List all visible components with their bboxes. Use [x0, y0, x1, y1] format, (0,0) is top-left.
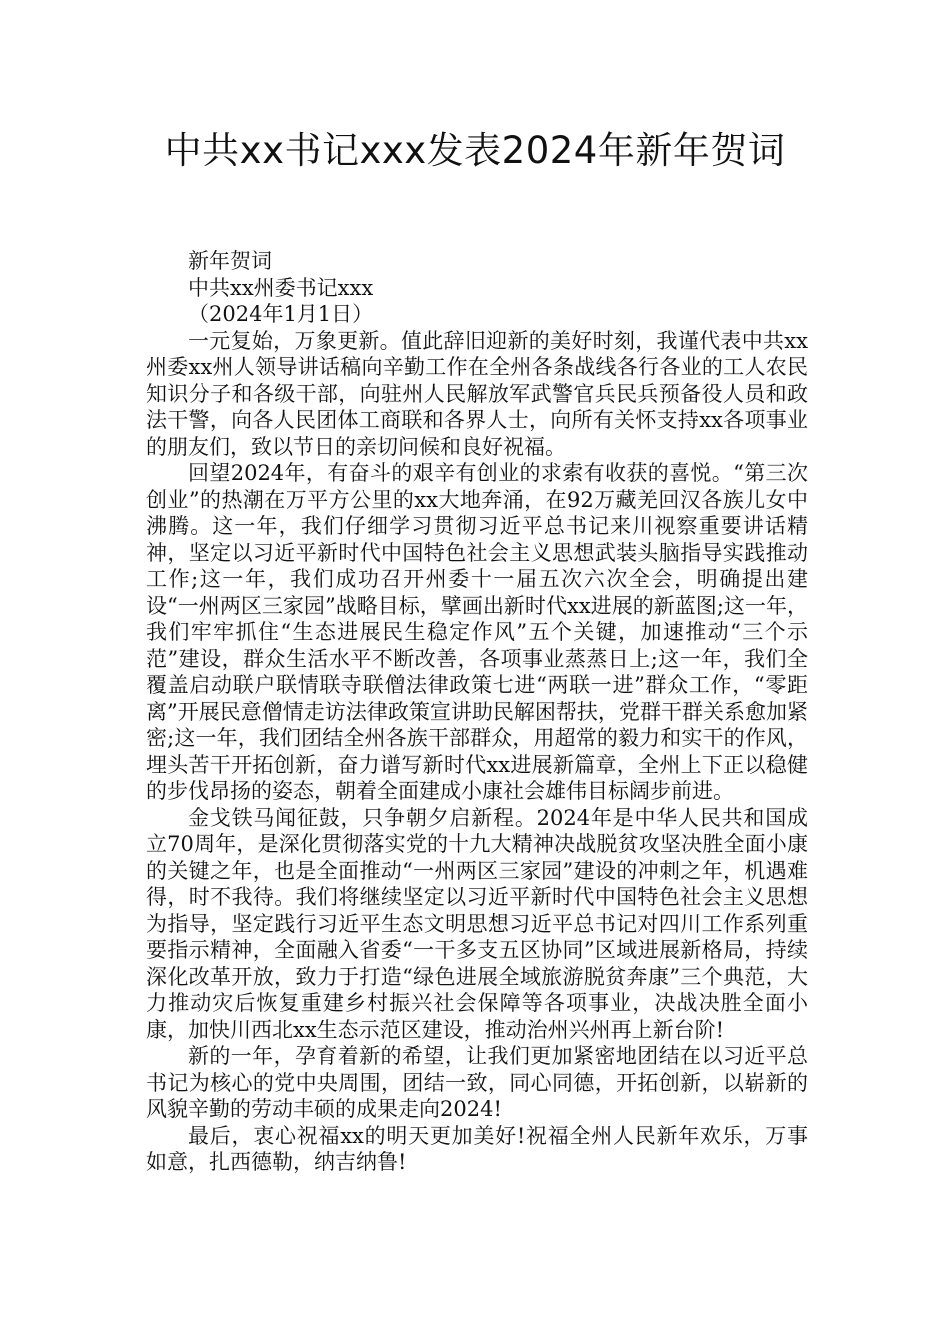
document-body	[146, 248, 808, 1176]
paragraph-call: 新的一年，孕育着新的希望，让我们更加紧密地团结在以习近平总书记为核心的党中央周围，团结一致，同心同德，开拓创新，以崭新的风貌辛勤的劳动丰硕的成果走向2024!	[146, 1044, 808, 1121]
paragraph-outlook: 金戈铁马闻征鼓，只争朝夕启新程。2024年是中华人民共和国成立70周年，是深化贯彻落实党的十九大精神决战脱贫攻坚决胜全面小康的关键之年，也是全面推动“一州两区三家园”建设的冲刺之年，机遇难得，时不我待。我们将继续坚定以习近平新时代中国特色社会主义思想为指导，坚定践行习近平生态文明思想习近平总书记对四川工作系列重要指示精神，全面融入省委“一干多支五区协同”区域进展新格局，持续深化改革开放，致力于打造“绿色进展全域旅游脱贫奔康”三个典范，大力推动灾后恢复重建乡村振兴社会保障等各项事业，决战决胜全面小康，加快川西北xx生态示范区建设，推动治州兴州再上新台阶!	[146, 805, 808, 1042]
paragraph-greeting: 一元复始，万象更新。值此辞旧迎新的美好时刻，我谨代表中共xx州委xx州人领导讲话稿向辛勤工作在全州各条战线各行各业的工人农民知识分子和各级干部，向驻州人民解放军武警官兵民兵预备役人员和政法干警，向各人民团体工商联和各界人士，向所有关怀支持xx各项事业的朋友们，致以节日的亲切问候和良好祝福。	[146, 328, 808, 459]
speech-date: （2024年1月1日）	[188, 302, 374, 326]
document-title: 中共xx书记xxx发表2024年新年贺词	[164, 129, 786, 172]
speech-byline: 中共xx州委书记xxx	[188, 275, 374, 300]
speech-heading: 新年贺词	[188, 249, 272, 273]
paragraph-review: 回望2024年，有奋斗的艰辛有创业的求索有收获的喜悦。“第三次创业”的热潮在万平方公里的xx大地奔涌，在92万藏羌回汉各族儿女中沸腾。这一年，我们仔细学习贯彻习近平总书记来川视察重要讲话精神，坚定以习近平新时代中国特色社会主义思想武装头脑指导实践推动工作;这一年，我们成功召开州委十一届五次六次全会，明确提出建设“一州两区三家园”战略目标，擘画出新时代xx进展的新蓝图;这一年，我们牢牢抓住“生态进展民生稳定作风”五个关键，加速推动“三个示范”建设，群众生活水平不断改善，各项事业蒸蒸日上;这一年，我们全覆盖启动联户联情联寺联僧法律政策七进“两联一进”群众工作，“零距离”开展民意僧情走访法律政策宣讲助民解困帮扶，党群干群关系愈加紧密;这一年，我们团结全州各族干部群众，用超常的毅力和实干的作风，埋头苦干开拓创新，奋力谱写新时代xx进展新篇章，全州上下正以稳健的步伐昂扬的姿态，朝着全面建成小康社会雄伟目标阔步前进。	[146, 461, 808, 803]
paragraph-closing: 最后，衷心祝福xx的明天更加美好!祝福全州人民新年欢乐，万事如意，扎西德勒，纳吉纳鲁!	[146, 1123, 808, 1174]
